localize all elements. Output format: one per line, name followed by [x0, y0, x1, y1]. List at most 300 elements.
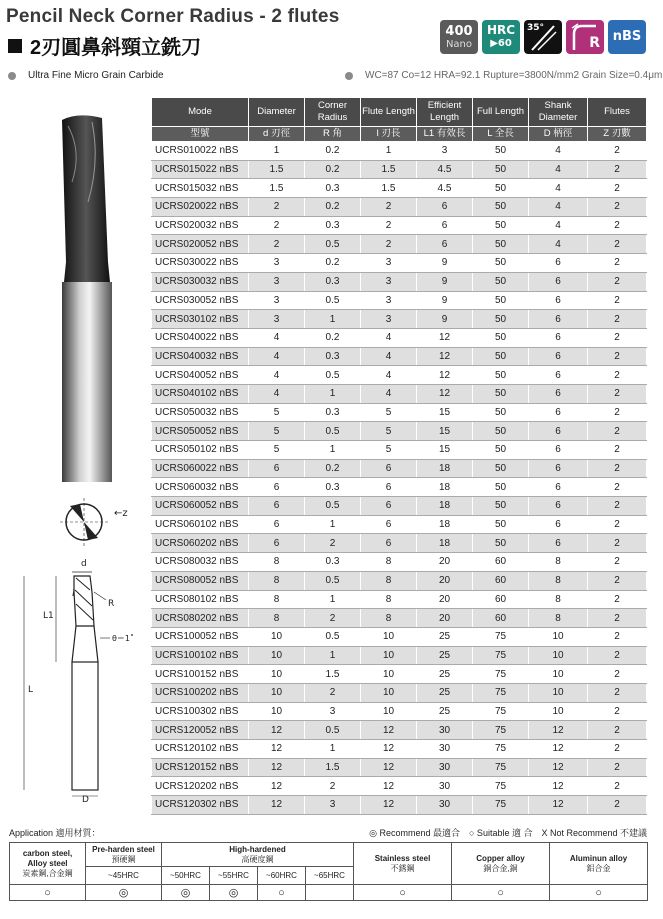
value-cell: 50	[473, 235, 529, 254]
title-chinese	[6, 31, 201, 60]
model-cell: UCRS030052 nBS	[152, 291, 249, 310]
preharden-en: Pre-harden steel	[92, 844, 155, 854]
value-cell: 2	[588, 422, 647, 441]
value-cell: 2	[588, 179, 647, 198]
model-cell: UCRS060202 nBS	[152, 534, 249, 553]
table-row	[152, 384, 647, 403]
value-cell: 0.2	[305, 198, 361, 217]
model-cell: UCRS120152 nBS	[152, 758, 249, 777]
value-cell: 2	[588, 441, 647, 460]
value-cell: 60	[473, 571, 529, 590]
value-cell: 2	[249, 216, 305, 235]
value-cell: 75	[473, 665, 529, 684]
value-cell: 20	[417, 609, 473, 628]
value-cell: 50	[473, 366, 529, 385]
value-cell: 30	[417, 721, 473, 740]
value-cell: 1	[305, 515, 361, 534]
value-cell: 0.3	[305, 553, 361, 572]
value-cell: 6	[361, 459, 417, 478]
material-spec	[345, 70, 662, 81]
value-cell: 2	[588, 272, 647, 291]
header-zh-radius: R 角	[305, 127, 361, 142]
value-cell: 6	[529, 478, 588, 497]
app-preharden	[86, 843, 162, 867]
aluminum-zh: 鋁合金	[586, 863, 611, 873]
value-cell: 50	[473, 534, 529, 553]
value-cell: 75	[473, 702, 529, 721]
value-cell: 75	[473, 777, 529, 796]
rating-65hrc	[306, 885, 354, 901]
value-cell: 9	[417, 291, 473, 310]
application-table	[9, 842, 648, 901]
value-cell: 1.5	[361, 179, 417, 198]
value-cell: 18	[417, 534, 473, 553]
value-cell: 2	[361, 198, 417, 217]
value-cell: 8	[361, 571, 417, 590]
L-label: L	[28, 685, 34, 695]
model-cell: UCRS015032 nBS	[152, 179, 249, 198]
value-cell: 2	[305, 609, 361, 628]
value-cell: 50	[473, 403, 529, 422]
value-cell: 0.5	[305, 497, 361, 516]
model-cell: UCRS030102 nBS	[152, 310, 249, 329]
value-cell: 6	[249, 478, 305, 497]
table-row	[152, 272, 647, 291]
table-row	[152, 160, 647, 179]
value-cell: 2	[588, 142, 647, 161]
table-row	[152, 403, 647, 422]
table-row	[152, 796, 647, 815]
table-row	[152, 328, 647, 347]
value-cell: 0.2	[305, 142, 361, 161]
table-row	[152, 179, 647, 198]
value-cell: 6	[361, 515, 417, 534]
model-cell: UCRS080032 nBS	[152, 553, 249, 572]
value-cell: 2	[588, 403, 647, 422]
value-cell: 75	[473, 646, 529, 665]
value-cell: 8	[249, 609, 305, 628]
value-cell: 9	[417, 272, 473, 291]
value-cell: 6	[529, 497, 588, 516]
rating-55hrc: ◎	[210, 885, 258, 901]
app-hardened-sub-50: ~50HRC	[162, 867, 210, 885]
value-cell: 30	[417, 758, 473, 777]
value-cell: 0.2	[305, 459, 361, 478]
r-label: R	[108, 599, 115, 609]
value-cell: 75	[473, 683, 529, 702]
helix-angle-icon	[524, 20, 562, 54]
end-mill-photo	[48, 112, 126, 484]
value-cell: 2	[305, 534, 361, 553]
header-zh-full-length: L 全長	[473, 127, 529, 142]
value-cell: 3	[249, 272, 305, 291]
value-cell: 12	[361, 796, 417, 815]
value-cell: 3	[249, 291, 305, 310]
value-cell: 1.5	[249, 160, 305, 179]
value-cell: 50	[473, 384, 529, 403]
value-cell: 50	[473, 478, 529, 497]
model-cell: UCRS010022 nBS	[152, 142, 249, 161]
value-cell: 25	[417, 665, 473, 684]
value-cell: 2	[588, 515, 647, 534]
header-zh-efficient-length: L1 有效長	[417, 127, 473, 142]
value-cell: 1	[361, 142, 417, 161]
value-cell: 6	[249, 534, 305, 553]
aluminum-en: Aluminun alloy	[569, 853, 628, 863]
model-cell: UCRS040022 nBS	[152, 328, 249, 347]
value-cell: 12	[529, 758, 588, 777]
value-cell: 6	[417, 216, 473, 235]
rating-stainless: ○	[354, 885, 452, 901]
value-cell: 3	[305, 702, 361, 721]
value-cell: 2	[588, 665, 647, 684]
value-cell: 1.5	[361, 160, 417, 179]
value-cell: 50	[473, 272, 529, 291]
header-zh-flute-length: l 刃長	[361, 127, 417, 142]
table-row	[152, 422, 647, 441]
app-preharden-sub: ~45HRC	[86, 867, 162, 885]
value-cell: 0.3	[305, 403, 361, 422]
hrc-badge	[482, 20, 520, 54]
value-cell: 25	[417, 646, 473, 665]
value-cell: 6	[529, 272, 588, 291]
value-cell: 2	[588, 235, 647, 254]
value-cell: 50	[473, 347, 529, 366]
value-cell: 2	[588, 553, 647, 572]
value-cell: 2	[588, 366, 647, 385]
header-diameter: Diameter	[249, 98, 305, 127]
value-cell: 2	[588, 478, 647, 497]
table-row	[152, 459, 647, 478]
model-cell: UCRS020032 nBS	[152, 216, 249, 235]
bullet-dot-icon	[345, 72, 353, 80]
value-cell: 6	[529, 459, 588, 478]
value-cell: 50	[473, 515, 529, 534]
value-cell: 18	[417, 478, 473, 497]
material-subtitle	[8, 70, 164, 81]
model-cell: UCRS100302 nBS	[152, 702, 249, 721]
value-cell: 25	[417, 683, 473, 702]
header-mode: Mode	[152, 98, 249, 127]
stainless-zh: 不銹鋼	[390, 863, 415, 873]
value-cell: 50	[473, 459, 529, 478]
value-cell: 1	[305, 310, 361, 329]
value-cell: 25	[417, 702, 473, 721]
model-cell: UCRS060052 nBS	[152, 497, 249, 516]
value-cell: 50	[473, 497, 529, 516]
value-cell: 10	[529, 683, 588, 702]
table-row	[152, 310, 647, 329]
model-cell: UCRS120052 nBS	[152, 721, 249, 740]
value-cell: 6	[529, 515, 588, 534]
value-cell: 15	[417, 422, 473, 441]
model-cell: UCRS060032 nBS	[152, 478, 249, 497]
table-row	[152, 740, 647, 759]
value-cell: 4	[529, 198, 588, 217]
l-label: l	[72, 589, 75, 599]
table-row	[152, 235, 647, 254]
header-shank-diameter: Shank Diameter	[529, 98, 588, 127]
value-cell: 10	[361, 646, 417, 665]
l1-label: L1	[43, 611, 54, 621]
value-cell: 2	[361, 216, 417, 235]
copper-en: Copper alloy	[476, 853, 525, 863]
helix-angle-text: 35°	[527, 23, 545, 33]
model-cell: UCRS050102 nBS	[152, 441, 249, 460]
value-cell: 20	[417, 553, 473, 572]
value-cell: 75	[473, 758, 529, 777]
theta-label: θ＝1˚	[112, 634, 134, 643]
value-cell: 2	[588, 160, 647, 179]
value-cell: 0.5	[305, 571, 361, 590]
value-cell: 75	[473, 796, 529, 815]
value-cell: 2	[588, 254, 647, 273]
value-cell: 10	[529, 646, 588, 665]
table-row	[152, 534, 647, 553]
value-cell: 12	[529, 777, 588, 796]
model-cell: UCRS080052 nBS	[152, 571, 249, 590]
value-cell: 12	[361, 758, 417, 777]
value-cell: 1	[305, 441, 361, 460]
value-cell: 0.5	[305, 627, 361, 646]
nano-badge-top: 400	[445, 24, 473, 39]
value-cell: 2	[588, 384, 647, 403]
side-view-diagram	[18, 556, 148, 804]
value-cell: 15	[417, 403, 473, 422]
value-cell: 6	[529, 384, 588, 403]
table-row	[152, 721, 647, 740]
value-cell: 50	[473, 422, 529, 441]
rating-60hrc: ○	[258, 885, 306, 901]
model-cell: UCRS050052 nBS	[152, 422, 249, 441]
hardened-en: High-hardened	[229, 844, 286, 854]
value-cell: 8	[249, 571, 305, 590]
app-hardened	[162, 843, 354, 867]
value-cell: 2	[588, 758, 647, 777]
value-cell: 1	[305, 740, 361, 759]
value-cell: 2	[588, 291, 647, 310]
value-cell: 60	[473, 609, 529, 628]
application-title: Application 適用材質：	[9, 828, 101, 838]
value-cell: 5	[361, 403, 417, 422]
value-cell: 0.3	[305, 347, 361, 366]
value-cell: 1.5	[249, 179, 305, 198]
table-row	[152, 142, 647, 161]
table-row	[152, 553, 647, 572]
value-cell: 6	[361, 534, 417, 553]
header-zh-diameter: d 刃徑	[249, 127, 305, 142]
header-zh-flutes: Z 刃數	[588, 127, 647, 142]
hardened-zh: 高硬度鋼	[241, 854, 274, 864]
stainless-en: Stainless steel	[374, 853, 431, 863]
nano-coating-badge	[440, 20, 478, 54]
value-cell: 10	[361, 627, 417, 646]
value-cell: 2	[249, 198, 305, 217]
value-cell: 4	[249, 328, 305, 347]
value-cell: 75	[473, 740, 529, 759]
header-flutes: Flutes	[588, 98, 647, 127]
table-row	[152, 702, 647, 721]
model-cell: UCRS050032 nBS	[152, 403, 249, 422]
value-cell: 4	[361, 384, 417, 403]
table-row	[152, 571, 647, 590]
value-cell: 0.5	[305, 721, 361, 740]
value-cell: 2	[588, 459, 647, 478]
table-row	[152, 198, 647, 217]
value-cell: 12	[417, 328, 473, 347]
value-cell: 30	[417, 740, 473, 759]
app-stainless	[354, 843, 452, 885]
model-cell: UCRS060102 nBS	[152, 515, 249, 534]
app-aluminum	[550, 843, 648, 885]
value-cell: 1.5	[305, 758, 361, 777]
value-cell: 50	[473, 216, 529, 235]
value-cell: 0.2	[305, 328, 361, 347]
model-cell: UCRS100102 nBS	[152, 646, 249, 665]
value-cell: 2	[588, 216, 647, 235]
value-cell: 8	[249, 553, 305, 572]
value-cell: 75	[473, 721, 529, 740]
value-cell: 12	[361, 721, 417, 740]
preharden-zh: 預硬鋼	[111, 854, 136, 864]
model-cell: UCRS030032 nBS	[152, 272, 249, 291]
header-zh-mode: 型號	[152, 127, 249, 142]
value-cell: 12	[361, 777, 417, 796]
table-row	[152, 216, 647, 235]
value-cell: 60	[473, 590, 529, 609]
model-cell: UCRS040052 nBS	[152, 366, 249, 385]
header-efficient-length: Efficient Length	[417, 98, 473, 127]
feature-badges	[440, 20, 646, 54]
value-cell: 50	[473, 198, 529, 217]
square-bullet-icon	[8, 39, 22, 53]
value-cell: 2	[588, 590, 647, 609]
value-cell: 8	[361, 590, 417, 609]
table-row	[152, 441, 647, 460]
value-cell: 2	[588, 777, 647, 796]
value-cell: 6	[529, 366, 588, 385]
table-row	[152, 366, 647, 385]
title-english: Pencil Neck Corner Radius - 2 flutes	[6, 6, 340, 27]
rating-carbon: ○	[10, 885, 86, 901]
value-cell: 10	[361, 702, 417, 721]
helix-angle-badge	[524, 20, 562, 54]
value-cell: 1	[305, 384, 361, 403]
carbon-en: carbon steel,	[22, 848, 73, 858]
value-cell: 0.3	[305, 216, 361, 235]
table-row	[152, 347, 647, 366]
value-cell: 4	[529, 160, 588, 179]
table-row	[152, 665, 647, 684]
model-cell: UCRS100052 nBS	[152, 627, 249, 646]
table-row	[152, 254, 647, 273]
bullet-dot-icon	[8, 72, 16, 80]
value-cell: 50	[473, 160, 529, 179]
rating-preharden: ◎	[86, 885, 162, 901]
value-cell: 3	[361, 291, 417, 310]
value-cell: 75	[473, 627, 529, 646]
value-cell: 10	[529, 702, 588, 721]
value-cell: 10	[249, 627, 305, 646]
value-cell: 50	[473, 142, 529, 161]
value-cell: 4	[529, 142, 588, 161]
header-corner-radius: Corner Radius	[305, 98, 361, 127]
value-cell: 2	[588, 683, 647, 702]
value-cell: 3	[361, 310, 417, 329]
value-cell: 25	[417, 627, 473, 646]
value-cell: 2	[305, 683, 361, 702]
application-header	[9, 826, 647, 839]
value-cell: 0.5	[305, 422, 361, 441]
value-cell: 6	[529, 291, 588, 310]
value-cell: 3	[417, 142, 473, 161]
value-cell: 6	[361, 478, 417, 497]
value-cell: 4.5	[417, 179, 473, 198]
value-cell: 2	[588, 740, 647, 759]
value-cell: 4	[361, 328, 417, 347]
value-cell: 2	[588, 347, 647, 366]
table-row	[152, 478, 647, 497]
value-cell: 1.5	[305, 665, 361, 684]
header-zh-shank: D 柄徑	[529, 127, 588, 142]
value-cell: 6	[529, 422, 588, 441]
value-cell: 12	[249, 777, 305, 796]
value-cell: 18	[417, 497, 473, 516]
value-cell: 8	[529, 571, 588, 590]
table-row	[152, 590, 647, 609]
value-cell: 12	[417, 366, 473, 385]
value-cell: 6	[529, 534, 588, 553]
value-cell: 5	[361, 441, 417, 460]
value-cell: 3	[249, 254, 305, 273]
value-cell: 2	[249, 235, 305, 254]
table-row	[152, 291, 647, 310]
rating-copper: ○	[452, 885, 550, 901]
end-view-diagram	[52, 492, 147, 552]
table-row	[152, 609, 647, 628]
value-cell: 2	[588, 609, 647, 628]
spec-table-body	[152, 142, 647, 815]
model-cell: UCRS040032 nBS	[152, 347, 249, 366]
model-cell: UCRS120102 nBS	[152, 740, 249, 759]
value-cell: 4.5	[417, 160, 473, 179]
value-cell: 5	[249, 441, 305, 460]
value-cell: 6	[529, 403, 588, 422]
app-hardened-sub-60: ~60HRC	[258, 867, 306, 885]
value-cell: 4	[529, 216, 588, 235]
value-cell: 0.3	[305, 272, 361, 291]
spec-table	[151, 97, 647, 815]
value-cell: 2	[588, 796, 647, 815]
value-cell: 3	[305, 796, 361, 815]
value-cell: 8	[249, 590, 305, 609]
value-cell: 8	[529, 590, 588, 609]
model-cell: UCRS040102 nBS	[152, 384, 249, 403]
value-cell: 5	[249, 422, 305, 441]
value-cell: 6	[249, 459, 305, 478]
table-row	[152, 515, 647, 534]
table-row	[152, 683, 647, 702]
value-cell: 6	[529, 347, 588, 366]
value-cell: 12	[529, 796, 588, 815]
value-cell: 2	[588, 328, 647, 347]
value-cell: 50	[473, 328, 529, 347]
value-cell: 60	[473, 553, 529, 572]
value-cell: 10	[361, 665, 417, 684]
value-cell: 50	[473, 291, 529, 310]
value-cell: 4	[361, 366, 417, 385]
rating-aluminum: ○	[550, 885, 648, 901]
